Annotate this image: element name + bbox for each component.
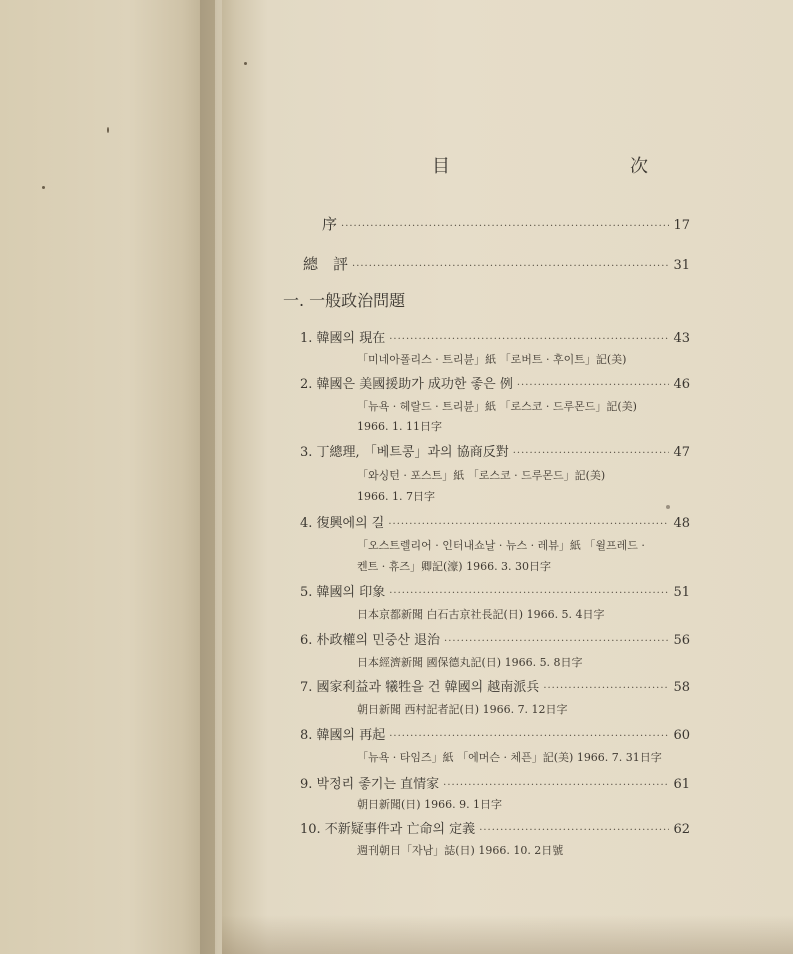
toc-entry-page: 62 [673,822,690,837]
toc-entry-source: 「와싱턴 · 포스트」紙 「로스코 · 드루몬드」記(美) [357,469,606,482]
leader-dots [388,519,669,530]
toc-entry-source: 朝日新聞 西村記者記(日) 1966. 7. 12日字 [357,703,568,716]
leader-dots [443,780,669,791]
toc-entry[interactable] [300,818,690,837]
toc-entry-label: 7. 國家利益과 犧牲을 건 韓國의 越南派兵 [300,680,540,695]
leader-dots [479,825,669,836]
toc-entry[interactable] [300,724,690,743]
toc-entry-general-review[interactable] [303,253,690,274]
toc-entry-page: 60 [673,728,690,743]
leader-dots [389,731,669,742]
left-page [0,0,215,954]
toc-entry-label: 2. 韓國은 美國援助가 成功한 좋은 例 [300,377,513,392]
toc-entry-page: 51 [673,585,690,600]
leader-dots [352,261,669,272]
toc-entry-label: 6. 朴政權의 민중산 退治 [300,633,441,648]
toc-entry-label: 8. 韓國의 再起 [300,728,386,743]
toc-entry-source: 日本經濟新聞 國保德丸記(日) 1966. 5. 8日字 [357,656,583,669]
toc-entry-label: 序 [322,215,338,233]
leader-dots [543,683,669,694]
toc-entry-label: 1. 韓國의 現在 [300,331,386,346]
toc-entry-label: 3. 丁總理, 「베트콩」과의 協商反對 [300,445,509,460]
toc-entry-label: 10. 不新疑事件과 亡命의 定義 [300,822,476,837]
leader-dots [513,448,670,459]
toc-entry-source: 「뉴욕 · 타임즈」紙 「에머슨 · 체픈」記(美) 1966. 7. 31日字 [357,751,662,764]
toc-entry-preface[interactable] [322,213,690,234]
book-gutter [200,0,236,954]
toc-entry-source: 「뉴욕 · 헤랄드 · 트리뷴」紙 「로스코 · 드루몬드」記(美) [357,400,637,413]
toc-entry-page: 17 [673,218,690,233]
toc-entry[interactable] [300,441,690,460]
leader-dots [341,221,669,232]
toc-entry-label: 總 評 [303,255,349,273]
toc-title: 目 次 [432,156,696,177]
toc-entry[interactable] [300,512,690,531]
toc-entry[interactable] [300,581,690,600]
toc-entry-page: 58 [673,680,690,695]
paper-speck [244,62,247,65]
toc-entry[interactable] [300,676,690,695]
toc-entry-page: 47 [673,445,690,460]
toc-entry-page: 43 [673,331,690,346]
toc-entry-source: 「미네아폴리스 · 트리뷴」紙 「로버트 · 후이트」記(美) [357,353,627,366]
page-bottom-shade [222,915,793,954]
toc-entry-page: 56 [673,633,690,648]
leader-dots [517,380,670,391]
toc-entry-label: 5. 韓國의 印象 [300,585,386,600]
toc-entry-source: 「오스트렐리어 · 인터내쇼날 · 뉴스 · 레뷰」紙 「윌프레드 · [357,539,645,552]
section-heading: 一. 一般政治問題 [283,291,406,310]
paper-speck [42,186,45,189]
toc-entry[interactable] [300,327,690,346]
leader-dots [389,588,669,599]
toc-entry[interactable] [300,629,690,648]
toc-entry-page: 48 [673,516,690,531]
toc-entry-date: 1966. 1. 7日字 [357,490,435,503]
toc-entry[interactable] [300,373,690,392]
toc-entry-source-cont: 켄트 · 휴즈」卿記(濠) 1966. 3. 30日字 [357,560,552,573]
paper-speck [107,127,109,133]
toc-entry-source: 週刊朝日「자남」誌(日) 1966. 10. 2日號 [357,844,564,857]
toc-entry-page: 46 [673,377,690,392]
leader-dots [444,636,669,647]
toc-entry-source: 朝日新聞(日) 1966. 9. 1日字 [357,798,503,811]
leader-dots [389,334,669,345]
toc-entry[interactable] [300,773,690,792]
toc-entry-page: 31 [673,258,690,273]
toc-entry-page: 61 [673,777,690,792]
toc-entry-label: 4. 復興에의 길 [300,516,385,531]
toc-entry-date: 1966. 1. 11日字 [357,420,442,433]
toc-entry-label: 9. 박정리 좋기는 直情家 [300,777,440,792]
toc-entry-source: 日本京都新聞 白石古京社長記(日) 1966. 5. 4日字 [357,608,605,621]
paper-speck [666,505,670,509]
